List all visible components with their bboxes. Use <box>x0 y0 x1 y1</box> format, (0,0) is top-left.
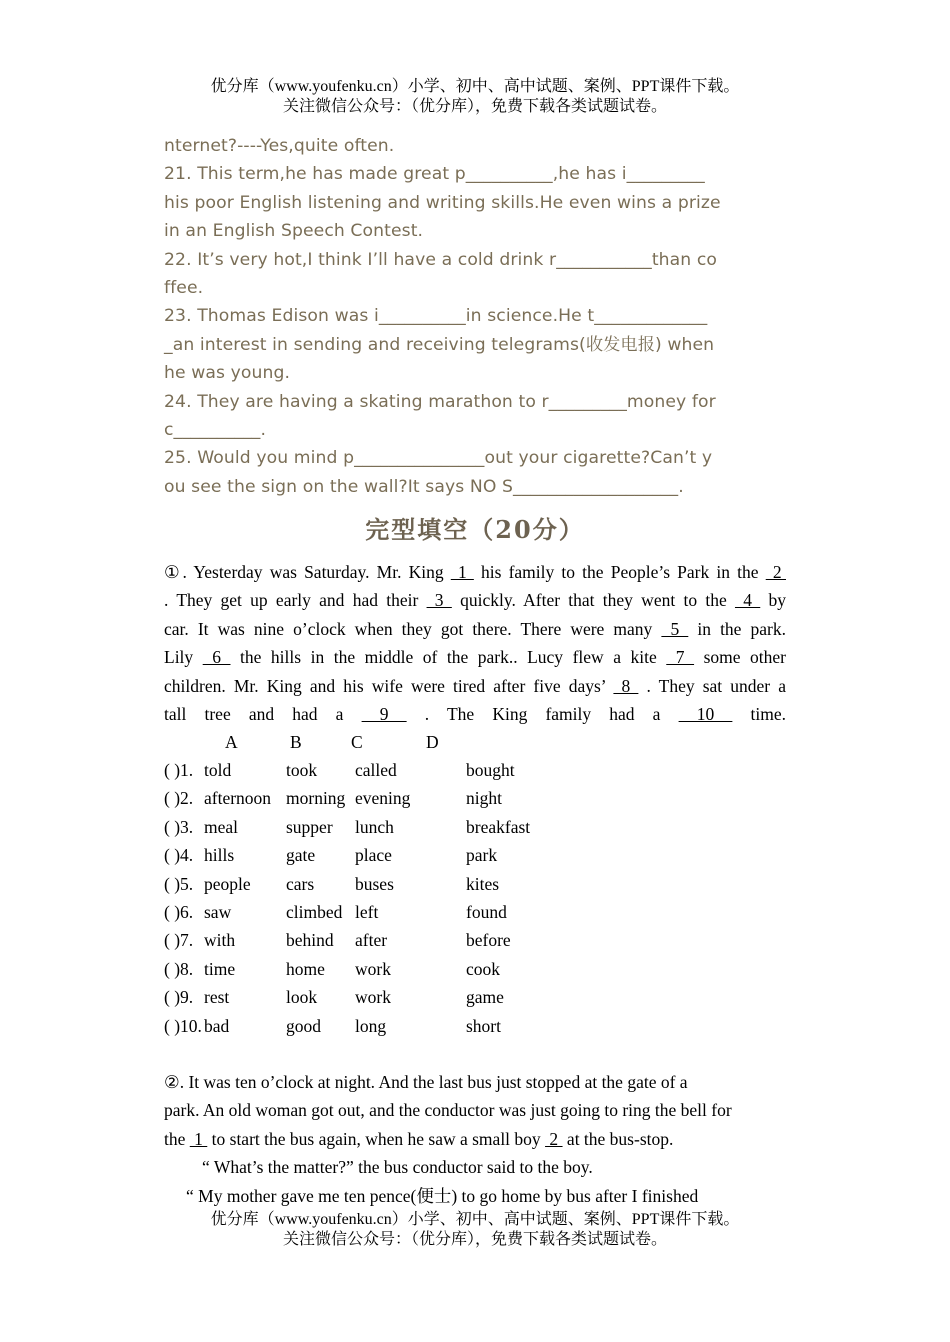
option-number: ( )3. <box>164 816 194 837</box>
options-header <box>164 728 664 756</box>
option-number: ( )8. <box>164 958 194 979</box>
option-col-b: B <box>290 732 302 752</box>
option-c: work <box>355 987 391 1008</box>
option-col-d: D <box>426 732 439 752</box>
fill-line: ou see the sign on the wall?It says NO S___________________. <box>164 476 684 497</box>
option-c: buses <box>355 873 394 894</box>
header-line-1: 优分库（www.youfenku.cn）小学、初中、高中试题、案例、PPT课件下载。 <box>210 78 740 95</box>
option-col-a: A <box>225 732 238 752</box>
option-d: kites <box>466 873 500 894</box>
fill-line: 25. Would you mind p_______________out your cigarette?Can’t y <box>164 448 713 469</box>
footer-line-2: 关注微信公众号：（优分库），免费下载各类试题试卷。 <box>282 1231 667 1248</box>
option-a: rest <box>204 987 230 1008</box>
option-c: long <box>355 1015 387 1036</box>
fill-line: 23. Thomas Edison was i__________in science.He t_____________ <box>164 306 708 327</box>
option-b: supper <box>286 816 333 837</box>
fill-line: his poor English listening and writing skills.He even wins a prize <box>164 192 721 213</box>
option-a: saw <box>204 901 232 922</box>
passage1-line: children. Mr. King and his wife were tired after five days’ 8 . They sat under a <box>164 675 786 696</box>
fill-line: c__________. <box>164 419 267 440</box>
option-row <box>164 955 664 983</box>
option-a: afternoon <box>204 788 272 809</box>
fill-line: _an interest in sending and receiving telegrams(收发电报) when <box>164 334 715 355</box>
passage1-line: Lily 6 the hills in the middle of the park.. Lucy flew a kite 7 some other <box>164 647 787 668</box>
fill-line: ffee. <box>164 277 204 298</box>
passage2-text: the <box>164 1128 186 1149</box>
option-number: ( )2. <box>164 788 194 809</box>
option-c: after <box>355 930 388 951</box>
passage2-line <box>164 1125 786 1153</box>
option-d: short <box>466 1015 501 1036</box>
option-a: with <box>204 930 236 951</box>
option-a: time <box>204 958 236 979</box>
fill-line: 22. It’s very hot,I think I’ll have a cold drink r___________than co <box>164 249 718 270</box>
fill-line: in an English Speech Contest. <box>164 221 424 242</box>
option-number: ( )9. <box>164 987 194 1008</box>
option-b: climbed <box>286 901 343 922</box>
option-number: ( )5. <box>164 873 194 894</box>
option-b: behind <box>286 930 334 951</box>
fill-line: he was young. <box>164 363 291 384</box>
option-row <box>164 813 664 841</box>
passage2-line: park. An old woman got out, and the conductor was just going to ring the bell for <box>164 1100 732 1121</box>
cloze-passage-2 <box>164 1068 786 1210</box>
passage1-line: . They get up early and had their 3 quickly. After that they went to the 4 by <box>164 590 787 611</box>
option-number: ( )4. <box>164 845 194 866</box>
fill-line: nternet?----Yes,quite often. <box>164 136 395 156</box>
option-d: found <box>466 901 507 922</box>
passage1-line: tall tree and had a 9 . The King family had a 10 time. <box>164 703 786 724</box>
option-row <box>164 870 664 898</box>
option-a: bad <box>204 1015 230 1036</box>
option-c: place <box>355 845 392 866</box>
option-a: told <box>204 760 232 780</box>
passage2-line: “ What’s the matter?” the bus conductor said to the boy. <box>202 1157 593 1178</box>
option-b: home <box>286 958 325 979</box>
option-c: evening <box>355 788 411 809</box>
option-d: bought <box>466 760 515 780</box>
option-c: work <box>355 958 391 979</box>
option-b: gate <box>286 845 316 866</box>
fill-line: 21. This term,he has made great p__________,he has i_________ <box>164 164 705 185</box>
option-row <box>164 1012 664 1040</box>
option-d: night <box>466 788 502 809</box>
option-b: cars <box>286 873 315 894</box>
option-row <box>164 841 664 869</box>
option-d: before <box>466 930 511 951</box>
option-number: ( )1. <box>164 760 194 780</box>
option-d: game <box>466 987 504 1008</box>
passage2-text: to start the bus again, when he saw a small boy <box>211 1128 541 1149</box>
option-a: people <box>204 873 251 894</box>
passage2-line: ②. It was ten o’clock at night. And the last bus just stopped at the gate of a <box>164 1072 688 1092</box>
page-footer <box>0 1210 950 1250</box>
passage2-line: “ My mother gave me ten pence(便士) to go home by bus after I finished <box>186 1185 699 1206</box>
options-list <box>164 756 664 1040</box>
option-b: morning <box>286 788 346 809</box>
page-header <box>0 77 950 117</box>
blank-1: 1 <box>189 1128 208 1149</box>
option-col-c: C <box>351 732 363 752</box>
vocabulary-fill-section <box>164 132 784 501</box>
blank-2: 2 <box>545 1128 563 1149</box>
footer-line-1: 优分库（www.youfenku.cn）小学、初中、高中试题、案例、PPT课件下载。 <box>210 1211 740 1228</box>
cloze-section-title: 完型填空（20分） <box>365 515 585 544</box>
passage2-text: at the bus-stop. <box>566 1128 674 1149</box>
option-b: took <box>286 760 318 780</box>
cloze-passage-1 <box>164 558 786 728</box>
option-c: called <box>355 760 397 780</box>
option-a: meal <box>204 816 239 837</box>
passage1-line: ①. Yesterday was Saturday. Mr. King 1 his family to the People’s Park in the 2 <box>164 562 786 582</box>
option-c: lunch <box>355 816 394 837</box>
option-row <box>164 756 664 784</box>
option-c: left <box>355 901 379 922</box>
option-d: park <box>466 845 498 866</box>
option-row <box>164 926 664 954</box>
option-d: cook <box>466 958 501 979</box>
option-row <box>164 983 664 1011</box>
passage1-line: car. It was nine o’clock when they got there. There were many 5 in the park. <box>164 618 787 639</box>
option-b: good <box>286 1015 321 1036</box>
option-number: ( )6. <box>164 901 194 922</box>
option-row <box>164 784 664 812</box>
option-d: breakfast <box>466 816 531 837</box>
option-row <box>164 898 664 926</box>
header-line-2: 关注微信公众号：（优分库），免费下载各类试题试卷。 <box>282 98 667 115</box>
option-number: ( )7. <box>164 930 194 951</box>
option-a: hills <box>204 845 235 866</box>
fill-line: 24. They are having a skating marathon to r_________money for <box>164 391 716 412</box>
option-b: look <box>286 987 318 1008</box>
option-number: ( )10. <box>164 1015 202 1036</box>
